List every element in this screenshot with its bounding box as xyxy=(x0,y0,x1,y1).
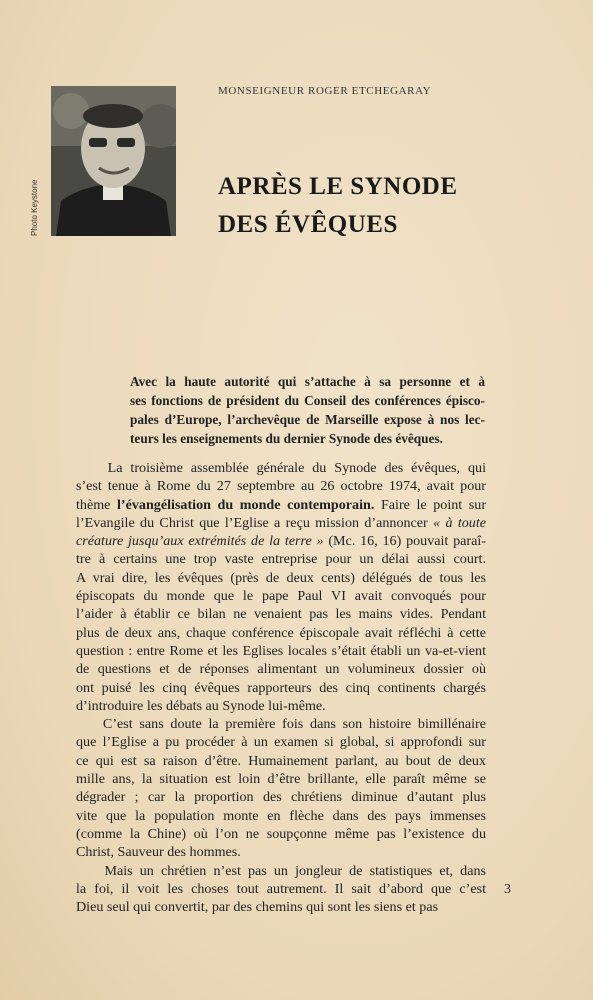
body-line: la foi, il voit les choses tout autrement. Il sait d’abord que c’est xyxy=(76,880,486,897)
article-body xyxy=(76,459,486,916)
body-line: mille ans, la situation est loin d’être brillante, elle paraît même se xyxy=(76,771,486,788)
body-line: (comme la Chine) où l’on ne soupçonne même pas l’existence du xyxy=(76,825,486,842)
body-line: que l’Eglise a pu procéder à un examen si global, si approfondi sur xyxy=(76,734,486,751)
body-line: question : entre Rome et les Eglises locales s’était établi un va-et-vient xyxy=(76,642,486,659)
intro-line: pales d’Europe, l’archevêque de Marseille expose à nos lec- xyxy=(130,412,485,427)
body-line: La troisième assemblée générale du Synode des évêques, qui xyxy=(76,460,486,476)
body-line: d’introduire les débats au Synode lui-même. xyxy=(76,697,326,714)
body-line: tre à certains une trop vaste entreprise pour un délai aussi court. xyxy=(76,551,486,568)
body-line: C’est sans doute la première fois dans son histoire bimillénaire xyxy=(76,716,486,733)
title-line: APRÈS LE SYNODE xyxy=(218,173,458,200)
intro-line: ses fonctions de président du Conseil des conférences épisco- xyxy=(130,393,485,408)
intro-line: teurs les enseignements du dernier Synode des évêques. xyxy=(130,431,443,446)
body-line: de questions et de réponses alimentant un volumineux dossier où xyxy=(76,661,486,678)
author-name: MONSEIGNEUR ROGER ETCHEGARAY xyxy=(218,85,432,97)
body-line: Dieu seul qui convertit, par des chemins qui sont les siens et pas xyxy=(76,899,439,916)
body-line: vite que la population monte en flèche dans des pays immenses xyxy=(76,807,486,824)
page-number: 3 xyxy=(504,882,511,897)
body-line: épiscopats du monde que le pape Paul VI avait convoqués pour xyxy=(76,588,486,605)
body-line: plus de deux ans, chaque conférence épiscopale avait réfléchi à cette xyxy=(76,624,486,641)
body-line: Christ, Sauveur des hommes. xyxy=(76,844,241,861)
body-line: ont puisé les cinq évêques rapporteurs des cinq continents chargés xyxy=(76,679,486,696)
article-title xyxy=(218,168,458,244)
body-line: ce qui est sa raison d’être. Humainement parlant, au bout de deux xyxy=(76,752,486,769)
body-line: dégrader ; car la proportion des chrétiens diminue d’autant plus xyxy=(76,789,486,806)
body-line: A vrai dire, les évêques (près de deux cents) délégués de tous les xyxy=(76,569,486,586)
title-line: DES ÉVÊQUES xyxy=(218,211,398,238)
body-line: l’Evangile du Christ que l’Eglise a reçu mission d’annoncer « à toute xyxy=(76,514,486,531)
photo-credit: Photo Keystone xyxy=(30,179,39,236)
author-photo xyxy=(51,86,176,236)
body-line: thème l’évangélisation du monde contemporain. Faire le point sur xyxy=(76,496,486,513)
body-line: Mais un chrétien n’est pas un jongleur de statistiques et, dans xyxy=(76,862,486,879)
intro-paragraph xyxy=(130,372,485,448)
body-line: s’est tenue à Rome du 27 septembre au 26 octobre 1974, avait pour xyxy=(76,478,486,495)
body-line: créature jusqu’aux extrémités de la terre » (Mc. 16, 16) pouvait paraî- xyxy=(76,533,486,550)
portrait-image xyxy=(51,86,176,236)
intro-line: Avec la haute autorité qui s’attache à sa personne et à xyxy=(130,374,485,389)
body-line: l’aider à établir ce bilan ne venaient pas les mains vides. Pendant xyxy=(76,606,486,623)
